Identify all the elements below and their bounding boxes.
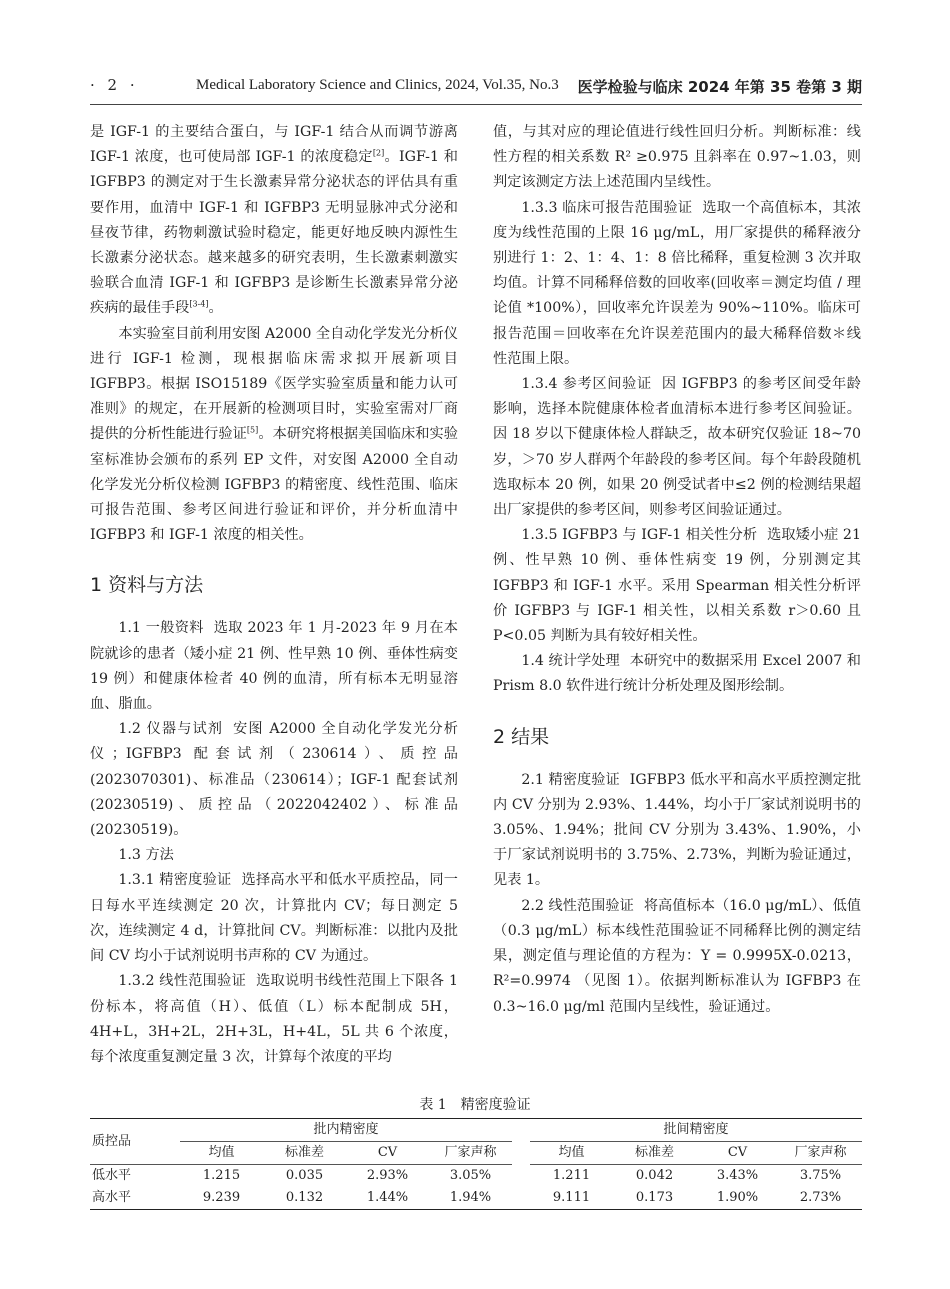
- table-subheader: CV: [696, 1142, 779, 1165]
- table-cell: 1.90%: [696, 1187, 779, 1210]
- table-cell: 1.94%: [429, 1187, 512, 1210]
- subsection-title: 1.3.1 精密度验证: [118, 872, 232, 889]
- journal-title-cn: 医学检验与临床 2024 年第 35 卷第 3 期: [577, 78, 862, 96]
- table-row: [90, 1165, 862, 1188]
- section-1-1: 1.1 一般资料 选取 2023 年 1 月-2023 年 9 月在本院就诊的患者（矮小症 21 例、性早熟 10 例、垂体性病变 19 例）和健康体检者 40 例的血清，所有标本无明显溶血、脂血。: [90, 620, 458, 713]
- subsection-title: 1.3.2 线性范围验证: [118, 973, 247, 990]
- precision-table: [90, 1118, 862, 1210]
- page-number: · 2 ·: [90, 76, 139, 94]
- section-heading-results: 2 结果: [493, 725, 550, 748]
- table-cell: 1.215: [202, 1168, 241, 1183]
- table-cell: 0.132: [263, 1187, 346, 1210]
- table-cell: 2.73%: [779, 1187, 862, 1210]
- table-subheader: 标准差: [263, 1142, 346, 1165]
- section-1-3-3: 1.3.3 临床可报告范围验证 选取一个高值标本，其浓度为线性范围的上限 16 μg/mL，用厂家提供的稀释液分别进行 1：2、1：4、1：8 倍比稀释，重复检测 3 次并取均值。计算不同稀释倍数的回收率(回收率＝测定均值 / 理论值 *100%），回收率允许误差为 90%~110%。临床可报告范围＝回收率在允许误差范围内的最大稀释倍数＊线性范围上限。: [493, 199, 861, 367]
- section-1-4: 1.4 统计学处理 本研究中的数据采用 Excel 2007 和 Prism 8.0 软件进行统计分析处理及图形绘制。: [493, 653, 861, 695]
- section-1-3-2-continued: 值，与其对应的理论值进行线性回归分析。判断标准：线性方程的相关系数 R² ≥0.975 且斜率在 0.97~1.03，则判定该测定方法上述范围内呈线性。: [493, 124, 861, 191]
- subsection-title: 1.3.4 参考区间验证: [521, 376, 652, 393]
- journal-title-en: Medical Laboratory Science and Clinics, 2024, Vol.35, No.3: [196, 77, 559, 93]
- citation[interactable]: [3-4]: [189, 299, 209, 309]
- section-1-3-4: 1.3.4 参考区间验证 因 IGFBP3 的参考区间受年龄影响，选择本院健康体检者血清标本进行参考区间验证。因 18 岁以下健康体检人群缺乏，故本研究仅验证 18~70 岁，＞70 岁人群两个年龄段的参考区间。每个年龄段随机选取标本 20 例，如果 20 例受试者中≤2 例的检测结果超出厂家提供的参考区间，则参考区间验证通过。: [493, 376, 861, 519]
- intro-paragraph-1: 是 IGF-1 的主要结合蛋白，与 IGF-1 结合从而调节游离 IGF-1 浓度，也可使局部 IGF-1 的浓度稳定[2]。IGF-1 和 IGFBP3 的测定对于生长激素异常分泌状态的评估具有重要作用，血清中 IGF-1 和 IGFBP3 无明显脉冲式分泌和昼夜节律，药物刺激试验时稳定，能更好地反映内源性生长激素分泌状态。越来越多的研究表明，生长激素刺激实验联合血清 IGF-1 和 IGFBP3 是诊断生长激素异常分泌疾病的最佳手段[3-4]。: [90, 124, 458, 317]
- table-cell: 1.211: [552, 1168, 591, 1183]
- table-subheader-row: [90, 1142, 862, 1165]
- table-subheader: 均值: [180, 1142, 263, 1165]
- table-subheader: 均值: [530, 1142, 613, 1165]
- table-cell: 9.111: [530, 1187, 613, 1210]
- subsection-title: 2.2 线性范围验证: [521, 897, 634, 914]
- table-group-inter: 批间精密度: [530, 1119, 862, 1142]
- table-cell: 0.173: [613, 1187, 696, 1210]
- running-header: [90, 76, 862, 105]
- table-cell: 1.44%: [346, 1187, 429, 1210]
- table-cell: 3.75%: [799, 1168, 842, 1183]
- left-column: [90, 120, 458, 1070]
- section-1-3-5: 1.3.5 IGFBP3 与 IGF-1 相关性分析 选取矮小症 21 例、性早熟 10 例、垂体性病变 19 例，分别测定其 IGFBP3 和 IGF-1 水平。采用 Spearman 相关性分析评价 IGFBP3 与 IGF-1 相关性，以相关系数 r＞0.60 且 P<0.05 判断为具有较好相关性。: [493, 527, 861, 645]
- subsection-title: 1.3.3 临床可报告范围验证: [521, 199, 693, 216]
- table-header-row: [90, 1119, 862, 1142]
- section-1-3: 1.3 方法: [118, 847, 174, 864]
- table-subheader: 厂家声称: [429, 1142, 512, 1165]
- subsection-title: 1.1 一般资料: [118, 620, 204, 637]
- table-cell: 9.239: [180, 1187, 263, 1210]
- intro-paragraph-2: 本实验室目前利用安图 A2000 全自动化学发光分析仪进行 IGF-1 检测，现根据临床需求拟开展新项目 IGFBP3。根据 ISO15189《医学实验室质量和能力认可准则》的规定，在开展新的检测项目时，实验室需对厂商提供的分析性能进行验证[5]。本研究将根据美国临床和实验室标准协会颁布的系列 EP 文件，对安图 A2000 全自动化学发光分析仪检测 IGFBP3 的精密度、线性范围、临床可报告范围、参考区间进行验证和评价，并分析血清中 IGFBP3 和 IGF-1 浓度的相关性。: [90, 325, 458, 544]
- subsection-title: 2.1 精密度验证: [521, 771, 620, 788]
- citation[interactable]: [2]: [372, 148, 385, 158]
- table-cell: 0.042: [635, 1168, 674, 1183]
- section-heading-methods: 1 资料与方法: [90, 574, 204, 597]
- table-caption: 表 1 精密度验证: [419, 1097, 531, 1113]
- section-1-2: 1.2 仪器与试剂 安图 A2000 全自动化学发光分析仪；IGFBP3 配套试剂（230614）、质控品(2023070301)、标准品（230614）；IGF-1 配套试剂(20230519)、质控品（2022042402）、标准品(20230519)。: [90, 721, 458, 839]
- table-row-label: 低水平: [92, 1168, 132, 1183]
- table-group-intra: 批内精密度: [180, 1119, 512, 1142]
- table-cell: 3.43%: [716, 1168, 759, 1183]
- right-column: [493, 120, 861, 1020]
- citation[interactable]: [5]: [246, 425, 259, 435]
- table-row-label: 高水平: [90, 1187, 180, 1210]
- section-1-3-2: 1.3.2 线性范围验证 选取说明书线性范围上下限各 1 份标本，将高值（H）、低值（L）标本配制成 5H，4H+L，3H+2L，2H+3L，H+4L，5L 共 6 个浓度，每个浓度重复测定量 3 次，计算每个浓度的平均: [90, 973, 458, 1065]
- table-subheader: 标准差: [613, 1142, 696, 1165]
- table-subheader: 厂家声称: [779, 1142, 862, 1165]
- subsection-title: 1.4 统计学处理: [521, 653, 620, 670]
- section-2-2: 2.2 线性范围验证 将高值标本（16.0 μg/mL）、低值（0.3 μg/mL）标本线性范围验证不同稀释比例的测定结果，测定值与理论值的方程为：Y = 0.9995X-0.0213，R²=0.9974 （见图 1）。依据判断标准认为 IGFBP3 在 0.3~16.0 μg/ml 范围内呈线性，验证通过。: [493, 897, 861, 1015]
- table-subheader: CV: [346, 1142, 429, 1165]
- table-cell: 2.93%: [366, 1168, 409, 1183]
- subsection-title: 1.2 仪器与试剂: [118, 721, 224, 738]
- table-row: [90, 1187, 862, 1210]
- section-1-3-1: 1.3.1 精密度验证 选择高水平和低水平质控品，同一日每水平连续测定 20 次，计算批内 CV；每日测定 5 次，连续测定 4 d，计算批间 CV。判断标准：以批内及批间 CV 均小于试剂说明书声称的 CV 为通过。: [90, 872, 458, 965]
- section-2-1: 2.1 精密度验证 IGFBP3 低水平和高水平质控测定批内 CV 分别为 2.93%、1.44%，均小于厂家试剂说明书的 3.05%、1.94%；批间 CV 分别为 3.43%、1.90%，小于厂家试剂说明书的 3.75%、2.73%，判断为验证通过，见表 1。: [493, 771, 862, 889]
- table-cell: 3.05%: [449, 1168, 492, 1183]
- table-cell: 0.035: [285, 1168, 324, 1183]
- subsection-title: 1.3.5 IGFBP3 与 IGF-1 相关性分析: [521, 527, 758, 544]
- table-header-qc: 质控品: [90, 1119, 180, 1165]
